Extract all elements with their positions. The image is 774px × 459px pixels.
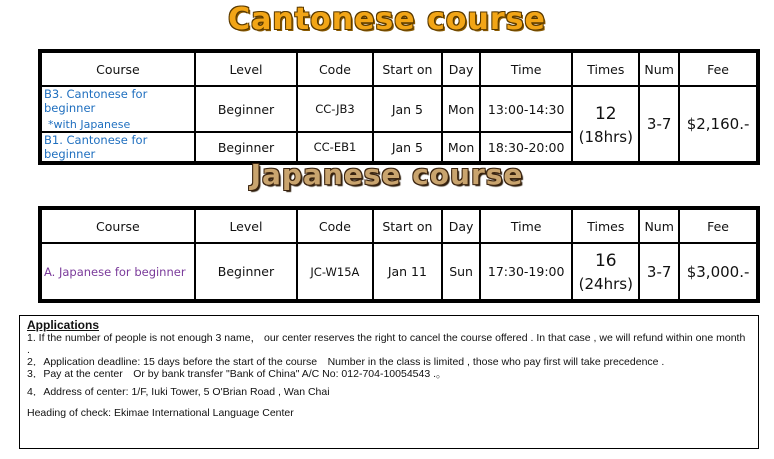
time-cell: 18:30-20:00	[480, 132, 572, 163]
header-num: Num	[639, 208, 679, 243]
header-course: Course	[40, 51, 195, 86]
start-cell: Jan 11	[373, 243, 443, 301]
application-item: 4．Address of center: 1/F, Iuki Tower, 5 O'Brian Road , Wan Chai	[27, 386, 330, 398]
japanese-course-banner: Japanese course	[250, 158, 524, 191]
header-start-on: Start on	[373, 51, 443, 86]
times-hours: (24hrs)	[578, 275, 633, 293]
time-cell: 17:30-19:00	[480, 243, 572, 301]
header-num: Num	[639, 51, 679, 86]
course-name-cell	[40, 86, 195, 132]
table-row	[40, 243, 758, 301]
times-count: 12	[594, 103, 617, 124]
header-time: Time	[480, 51, 572, 86]
header-level: Level	[195, 51, 297, 86]
times-hours: (18hrs)	[578, 127, 633, 146]
times-cell	[572, 243, 639, 301]
header-level: Level	[195, 208, 297, 243]
num-cell: 3-7	[639, 86, 679, 163]
level-cell: Beginner	[195, 243, 297, 301]
header-time: Time	[480, 208, 572, 243]
course-name: B3. Cantonese for beginner	[44, 87, 148, 115]
header-course: Course	[40, 208, 195, 243]
table-row	[40, 86, 758, 132]
header-code: Code	[297, 51, 372, 86]
application-item: 1. If the number of people is not enough 3 name， our center reserves the right to cancel the course offered . In that case , we will refund within one month .	[27, 332, 746, 356]
header-start-on: Start on	[373, 208, 443, 243]
header-fee: Fee	[679, 51, 758, 86]
num-cell: 3-7	[639, 243, 679, 301]
header-times: Times	[572, 208, 639, 243]
fee-cell: $3,000.-	[679, 243, 758, 301]
course-name: B1. Cantonese for beginner	[40, 132, 195, 163]
cantonese-course-banner: Cantonese course	[228, 2, 546, 37]
application-item: 3．Pay at the center Or by bank transfer "Bank of China" A/C No: 012-704-10054543 .。	[27, 368, 447, 380]
applications-title: Applications	[27, 318, 100, 332]
japanese-course-table	[38, 206, 760, 303]
level-cell: Beginner	[195, 132, 297, 163]
header-day: Day	[442, 208, 480, 243]
applications-box	[19, 315, 759, 449]
table-header-row	[40, 208, 758, 243]
header-times: Times	[572, 51, 639, 86]
times-count: 16	[594, 251, 617, 271]
day-cell: Mon	[442, 86, 480, 132]
header-code: Code	[297, 208, 372, 243]
level-cell: Beginner	[195, 86, 297, 132]
start-cell: Jan 5	[373, 132, 443, 163]
code-cell: JC-W15A	[297, 243, 372, 301]
code-cell: CC-EB1	[297, 132, 372, 163]
header-fee: Fee	[679, 208, 758, 243]
times-cell	[572, 86, 639, 163]
fee-cell: $2,160.-	[679, 86, 758, 163]
header-day: Day	[442, 51, 480, 86]
course-name: A. Japanese for beginner	[40, 243, 195, 301]
application-item: 2．Application deadline: 15 days before the start of the course Number in the class is limited , those who pay first will take precedence .	[27, 356, 665, 368]
start-cell: Jan 5	[373, 86, 443, 132]
application-item: Heading of check: Ekimae International Language Center	[27, 407, 294, 419]
code-cell: CC-JB3	[297, 86, 372, 132]
cantonese-course-table	[38, 49, 760, 165]
time-cell: 13:00-14:30	[480, 86, 572, 132]
course-note: *with Japanese	[48, 118, 131, 131]
table-header-row	[40, 51, 758, 86]
day-cell: Mon	[442, 132, 480, 163]
day-cell: Sun	[442, 243, 480, 301]
